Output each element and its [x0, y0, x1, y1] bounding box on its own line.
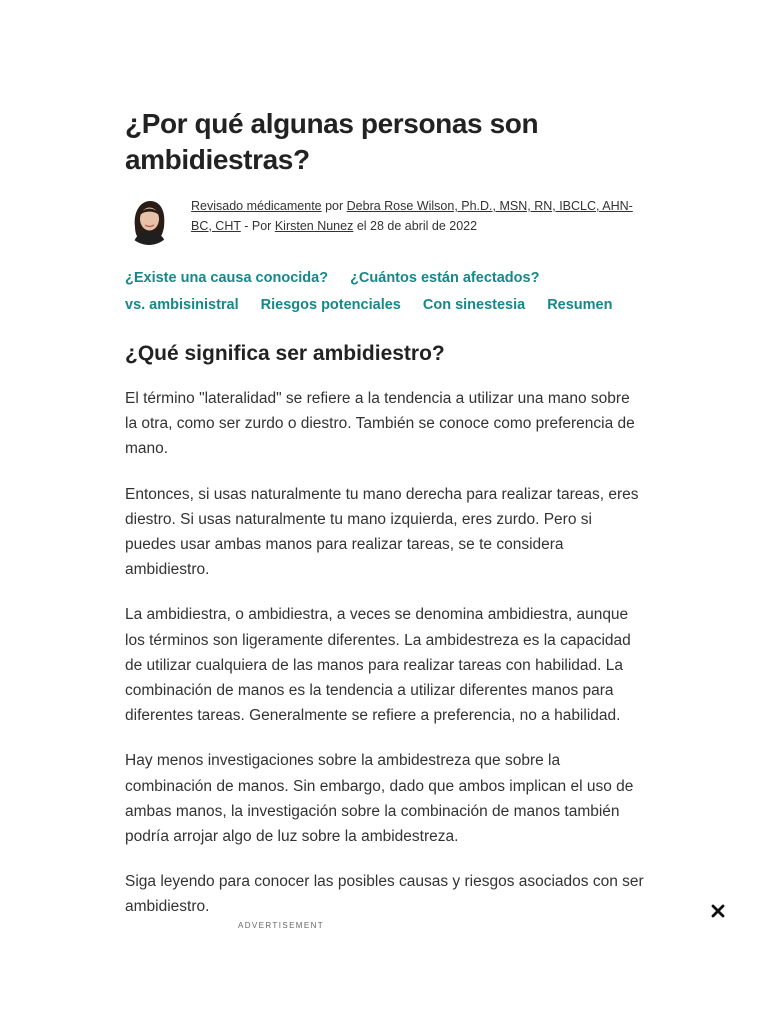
- byline-author-prefix: - Por: [240, 218, 275, 233]
- paragraph: Hay menos investigaciones sobre la ambidestreza que sobre la combinación de manos. Sin embargo, dado que ambos implican el uso de ambas manos, la investigación sobre la combinación de manos también podría arrojar algo de luz sobre la ambidestreza.: [125, 752, 634, 846]
- toc-link-how-many-affected[interactable]: ¿Cuántos están afectados?: [350, 270, 540, 286]
- author-avatar: [125, 197, 173, 245]
- section-title: ¿Qué significa ser ambidiestro?: [125, 342, 445, 365]
- publish-date: el 28 de abril de 2022: [353, 218, 478, 233]
- toc-link-summary[interactable]: Resumen: [547, 297, 613, 313]
- close-ad-button[interactable]: [706, 899, 730, 923]
- toc-row-1: [125, 265, 645, 292]
- paragraph: El término "lateralidad" se refiere a la tendencia a utilizar una mano sobre la otra, como ser zurdo o diestro. También se conoce como preferencia de mano.: [125, 390, 635, 458]
- paragraph: Siga leyendo para conocer las posibles causas y riesgos asociados con ser ambidiestro.: [125, 873, 644, 916]
- byline: [125, 195, 645, 245]
- table-of-contents: [125, 265, 645, 319]
- toc-link-potential-risks[interactable]: Riesgos potenciales: [260, 297, 401, 313]
- close-icon: [711, 904, 725, 918]
- toc-link-vs-ambisinistral[interactable]: vs. ambisinistral: [125, 297, 239, 313]
- medically-reviewed-link[interactable]: Revisado médicamente: [191, 199, 322, 213]
- article: [125, 106, 645, 920]
- author-link[interactable]: Kirsten Nunez: [274, 218, 354, 233]
- paragraph: La ambidiestra, o ambidiestra, a veces se denomina ambidiestra, aunque los términos son ligeramente diferentes. La ambidestreza es la capacidad de utilizar cualquiera de las manos para realizar tareas con habilidad. La combinación de manos es la tendencia a utilizar diferentes manos para diferentes tareas. Generalmente se refiere a preferencia, no a habilidad.: [125, 606, 631, 725]
- byline-text: [191, 197, 645, 236]
- byline-by: por: [321, 199, 347, 213]
- toc-row-2: [125, 292, 645, 319]
- toc-link-synesthesia[interactable]: Con sinestesia: [422, 297, 526, 313]
- advertisement-label: ADVERTISEMENT: [238, 921, 325, 930]
- toc-link-known-cause[interactable]: ¿Existe una causa conocida?: [125, 270, 329, 286]
- reviewer-link[interactable]: Debra Rose Wilson, Ph.D., MSN, RN, IBCLC, AHN-BC, CHT: [191, 199, 633, 233]
- paragraph: Entonces, si usas naturalmente tu mano derecha para realizar tareas, eres diestro. Si usas naturalmente tu mano izquierda, eres zurdo. Pero si puedes usar ambas manos para realizar tareas, se te considera ambidiestro.: [125, 485, 639, 579]
- page-title: ¿Por qué algunas personas son ambidiestras?: [125, 108, 539, 175]
- avatar-portrait: [125, 197, 173, 245]
